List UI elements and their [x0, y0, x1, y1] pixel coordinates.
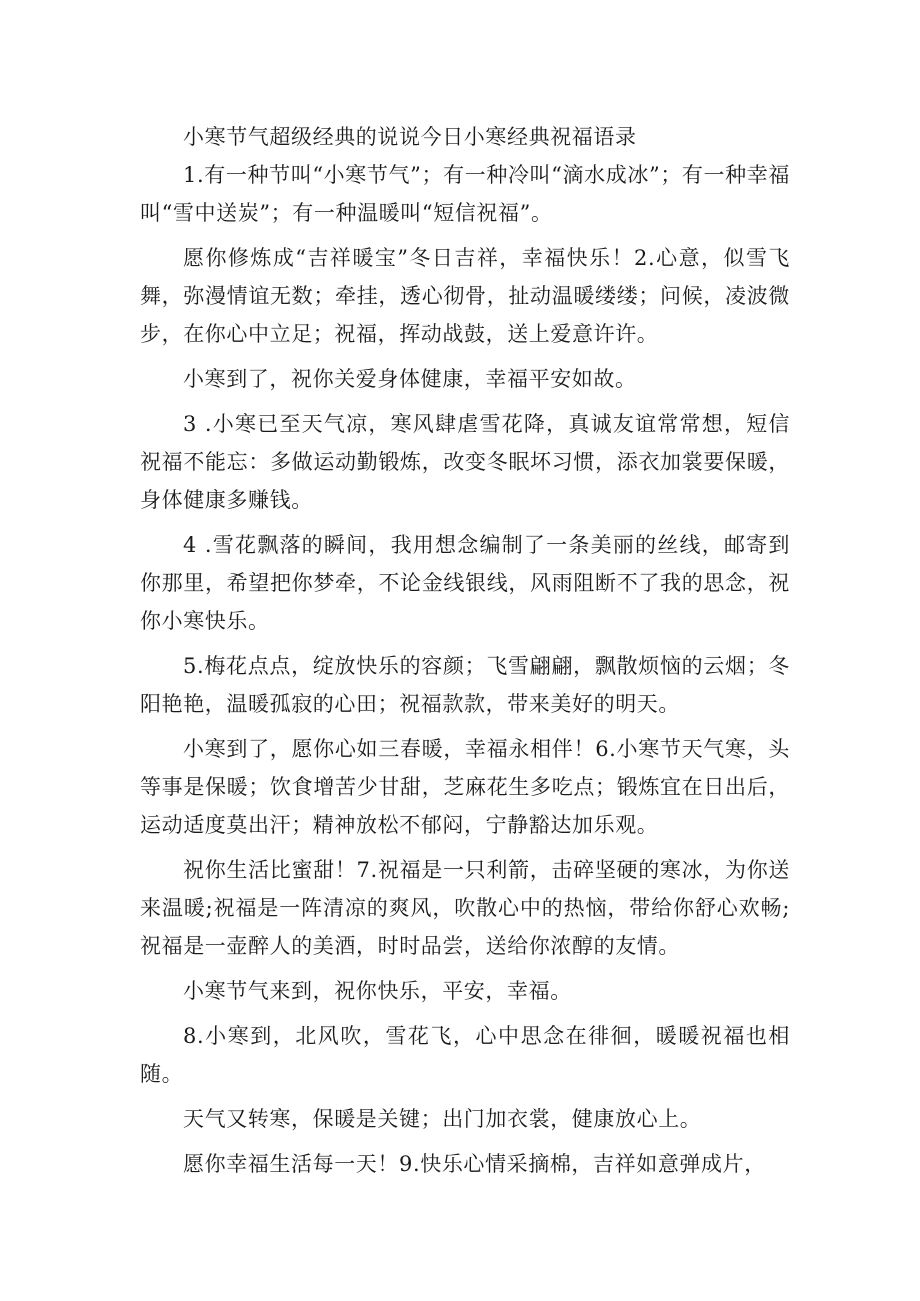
paragraph: 愿你修炼成“吉祥暖宝”冬日吉祥，幸福快乐！2.心意，似雪飞舞，弥漫情谊无数；牵挂，透心彻骨，扯动温暖缕缕；问候，凌波微步，在你心中立足；祝福，挥动战鼓，送上爱意许许。 [140, 246, 790, 346]
paragraph: 4 .雪花飘落的瞬间，我用想念编制了一条美丽的丝线，邮寄到你那里，希望把你梦牵，不论金线银线，风雨阻断不了我的思念，祝你小寒快乐。 [140, 533, 790, 633]
paragraph: 小寒到了，祝你关爱身体健康，幸福平安如故。 [183, 367, 637, 391]
paragraph: 小寒到了，愿你心如三春暖，幸福永相伴！6.小寒节天气寒，头等事是保暖；饮食增苦少甘甜，芝麻花生多吃点；锻炼宜在日出后，运动适度莫出汗；精神放松不郁闷，宁静豁达加乐观。 [140, 737, 790, 837]
paragraph: 天气又转寒，保暖是关键；出门加衣裳，健康放心上。 [183, 1107, 702, 1131]
paragraph: 祝你生活比蜜甜！7.祝福是一只利箭，击碎坚硬的寒冰，为你送来温暖;祝福是一阵清凉的爽风，吹散心中的热恼，带给你舒心欢畅;祝福是一壶醉人的美酒，时时品尝，送给你浓醇的友情。 [140, 858, 790, 958]
paragraph: 8.小寒到，北风吹，雪花飞，心中思念在徘徊，暖暖祝福也相随。 [140, 1024, 790, 1086]
paragraph: 小寒节气来到，祝你快乐，平安，幸福。 [183, 979, 572, 1003]
document-body [140, 118, 790, 1190]
document-title: 小寒节气超级经典的说说今日小寒经典祝福语录 [183, 125, 637, 149]
paragraph: 1.有一种节叫“小寒节气”；有一种冷叫“滴水成冰”；有一种幸福叫“雪中送炭”；有一种温暖叫“短信祝福”。 [140, 163, 790, 225]
paragraph: 愿你幸福生活每一天！9.快乐心情采摘棉，吉祥如意弹成片， [183, 1152, 766, 1176]
paragraph: 5.梅花点点，绽放快乐的容颜；飞雪翩翩，飘散烦恼的云烟；冬阳艳艳，温暖孤寂的心田；祝福款款，带来美好的明天。 [140, 654, 790, 716]
paragraph: 3 .小寒已至天气凉，寒风肆虐雪花降，真诚友谊常常想，短信祝福不能忘：多做运动勤锻炼，改变冬眠坏习惯，添衣加裳要保暖，身体健康多赚钱。 [140, 412, 790, 512]
